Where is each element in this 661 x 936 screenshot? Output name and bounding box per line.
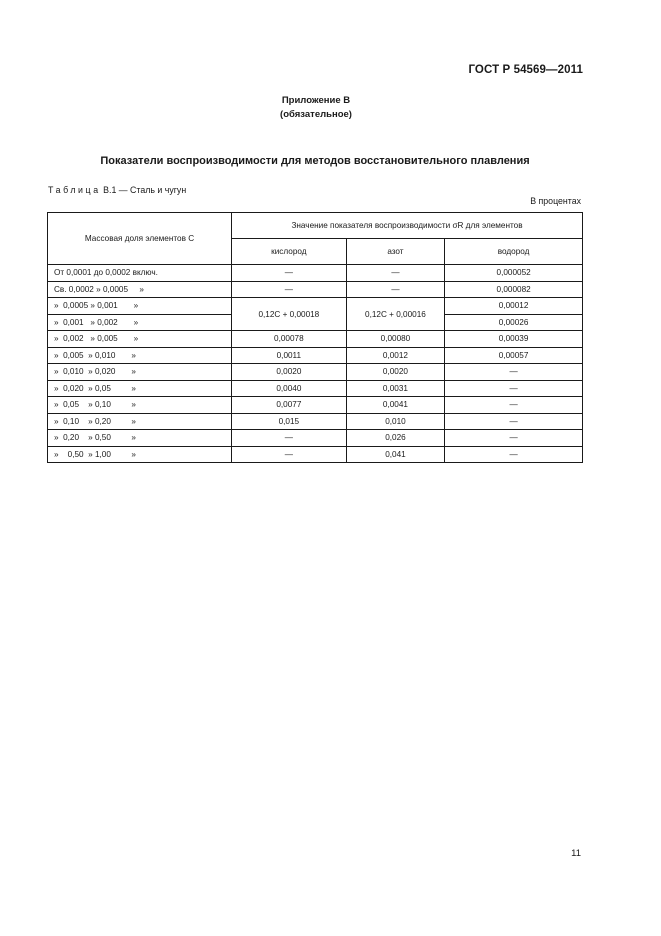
- table-row: [48, 281, 583, 298]
- cell-oxygen: —: [232, 430, 347, 447]
- header-hydrogen: водород: [445, 239, 583, 265]
- cell-hydrogen: —: [445, 446, 583, 463]
- cell-nitrogen: 0,010: [346, 413, 445, 430]
- cell-mass: » 0,020 » 0,05 »: [48, 380, 232, 397]
- cell-oxygen: 0,0040: [232, 380, 347, 397]
- table-row: [48, 413, 583, 430]
- cell-nitrogen: 0,026: [346, 430, 445, 447]
- cell-hydrogen: 0,00057: [445, 347, 583, 364]
- cell-mass: » 0,002 » 0,005 »: [48, 331, 232, 348]
- cell-mass: От 0,0001 до 0,0002 включ.: [48, 265, 232, 282]
- cell-nitrogen: 0,0020: [346, 364, 445, 381]
- header-reproducibility-group: Значение показателя воспроизводимости σR для элементов: [232, 213, 583, 239]
- units-note: В процентах: [530, 196, 581, 206]
- cell-mass: » 0,005 » 0,010 »: [48, 347, 232, 364]
- header-nitrogen: азот: [346, 239, 445, 265]
- table-caption-prefix: Таблица: [48, 185, 101, 195]
- table-row: [48, 265, 583, 282]
- cell-hydrogen: —: [445, 430, 583, 447]
- cell-mass: » 0,0005 » 0,001 »: [48, 298, 232, 315]
- cell-mass: Св. 0,0002 » 0,0005 »: [48, 281, 232, 298]
- cell-nitrogen: 0,0041: [346, 397, 445, 414]
- cell-oxygen: 0,0077: [232, 397, 347, 414]
- cell-hydrogen: —: [445, 364, 583, 381]
- document-code: ГОСТ Р 54569—2011: [468, 64, 583, 76]
- table-caption: [48, 185, 186, 195]
- appendix-status: (обязательное): [280, 109, 352, 120]
- cell-hydrogen: 0,00026: [445, 314, 583, 331]
- table-row: [48, 331, 583, 348]
- cell-nitrogen: 0,12C + 0,00016: [346, 298, 445, 331]
- cell-nitrogen: 0,00080: [346, 331, 445, 348]
- cell-mass: » 0,50 » 1,00 »: [48, 446, 232, 463]
- section-title: Показатели воспроизводимости для методов восстановительного плавления: [100, 155, 530, 167]
- cell-oxygen: 0,00078: [232, 331, 347, 348]
- cell-oxygen: 0,015: [232, 413, 347, 430]
- cell-hydrogen: 0,00039: [445, 331, 583, 348]
- table-row: [48, 430, 583, 447]
- cell-mass: » 0,20 » 0,50 »: [48, 430, 232, 447]
- cell-oxygen: —: [232, 281, 347, 298]
- cell-nitrogen: 0,041: [346, 446, 445, 463]
- cell-oxygen: 0,0011: [232, 347, 347, 364]
- table-row: [48, 380, 583, 397]
- cell-hydrogen: 0,000052: [445, 265, 583, 282]
- reproducibility-table: [47, 212, 583, 463]
- cell-mass: » 0,05 » 0,10 »: [48, 397, 232, 414]
- cell-mass: » 0,010 » 0,020 »: [48, 364, 232, 381]
- cell-oxygen: —: [232, 446, 347, 463]
- cell-nitrogen: —: [346, 265, 445, 282]
- table-row: [48, 298, 583, 315]
- cell-oxygen: 0,12C + 0,00018: [232, 298, 347, 331]
- cell-nitrogen: 0,0031: [346, 380, 445, 397]
- cell-hydrogen: —: [445, 397, 583, 414]
- cell-oxygen: 0,0020: [232, 364, 347, 381]
- cell-oxygen: —: [232, 265, 347, 282]
- header-oxygen: кислород: [232, 239, 347, 265]
- cell-hydrogen: —: [445, 413, 583, 430]
- appendix-heading: [0, 94, 632, 122]
- cell-hydrogen: 0,000082: [445, 281, 583, 298]
- cell-mass: » 0,10 » 0,20 »: [48, 413, 232, 430]
- table-caption-text: В.1 — Сталь и чугун: [100, 185, 187, 195]
- cell-nitrogen: 0,0012: [346, 347, 445, 364]
- cell-nitrogen: —: [346, 281, 445, 298]
- cell-hydrogen: —: [445, 380, 583, 397]
- table-row: [48, 347, 583, 364]
- table-row: [48, 397, 583, 414]
- table-row: [48, 446, 583, 463]
- appendix-label: Приложение В: [281, 95, 351, 106]
- cell-mass: » 0,001 » 0,002 »: [48, 314, 232, 331]
- header-mass-fraction: Массовая доля элементов С: [48, 213, 232, 265]
- table-row: [48, 364, 583, 381]
- cell-hydrogen: 0,00012: [445, 298, 583, 315]
- page-number: 11: [571, 848, 581, 859]
